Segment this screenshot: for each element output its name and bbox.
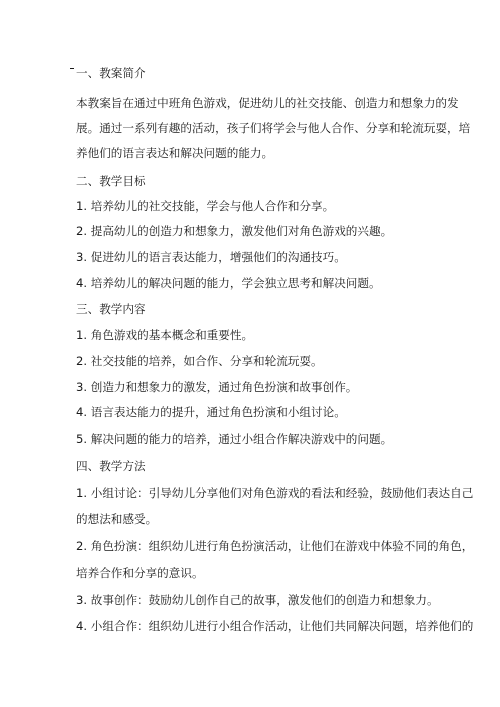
list-item-line: 1. 小组讨论：引导幼儿分享他们对角色游戏的看法和经验，鼓励他们表达自己: [76, 486, 474, 500]
list-item-line: 培养合作和分享的意识。: [76, 566, 204, 580]
list-item-line: 4. 小组合作：组织幼儿进行小组合作活动，让他们共同解决问题，培养他们的: [76, 619, 474, 633]
section-heading-methods: 四、教学方法: [76, 459, 146, 473]
section-heading-intro: 一、教案简介: [76, 66, 146, 80]
list-item: 5. 解决问题的能力的培养，通过小组合作解决游戏中的问题。: [76, 432, 393, 446]
list-item-line: 2. 角色扮演：组织幼儿进行角色扮演活动，让他们在游戏中体验不同的角色，: [76, 539, 474, 553]
list-item: 2. 社交技能的培养，如合作、分享和轮流玩耍。: [76, 354, 323, 368]
paragraph-line: 本教案旨在通过中班角色游戏，促进幼儿的社交技能、创造力和想象力的发: [76, 96, 459, 110]
list-item-line: 3. 故事创作：鼓励幼儿创作自己的故事，激发他们的创造力和想象力。: [76, 593, 439, 607]
list-item: 4. 培养幼儿的解决问题的能力，学会独立思考和解决问题。: [76, 276, 381, 290]
list-item-line: 的想法和感受。: [76, 512, 158, 526]
list-item: 2. 提高幼儿的创造力和想象力，激发他们对角色游戏的兴趣。: [76, 224, 393, 238]
list-item: 3. 创造力和想象力的激发，通过角色扮演和故事创作。: [76, 380, 358, 394]
section-heading-goals: 二、教学目标: [76, 174, 146, 188]
section-heading-content: 三、教学内容: [76, 302, 146, 316]
list-item: 3. 促进幼儿的语言表达能力，增强他们的沟通技巧。: [76, 250, 346, 264]
list-item: 1. 培养幼儿的社交技能，学会与他人合作和分享。: [76, 199, 335, 213]
margin-mark: [70, 68, 74, 69]
list-item: 1. 角色游戏的基本概念和重要性。: [76, 328, 254, 342]
paragraph-line: 展。通过一系列有趣的活动，孩子们将学会与他人合作、分享和轮流玩耍，培: [76, 121, 471, 135]
paragraph-line: 养他们的语言表达和解决问题的能力。: [76, 146, 274, 160]
list-item: 4. 语言表达能力的提升，通过角色扮演和小组讨论。: [76, 405, 346, 419]
